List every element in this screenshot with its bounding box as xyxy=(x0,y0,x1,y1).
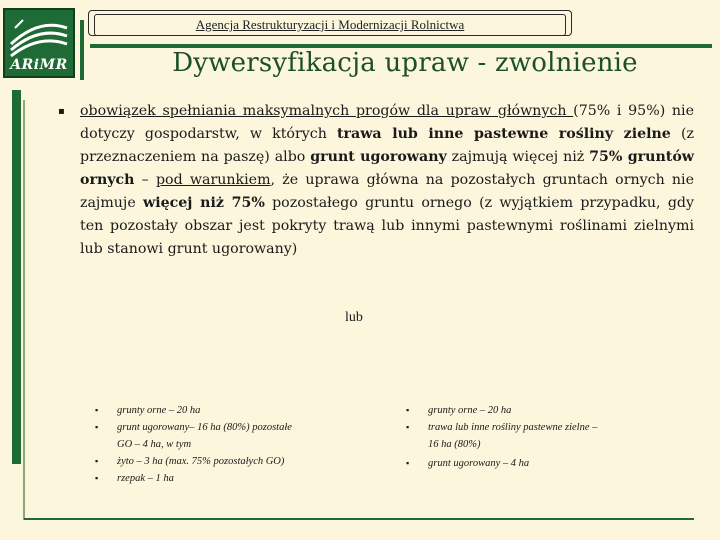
list-item: ▪ rzepak – 1 ha xyxy=(95,470,295,487)
bottom-rule xyxy=(24,518,694,520)
text-run: , że uprawa główna na pozostałych gruntach ornych nie zajmuje xyxy=(80,172,694,211)
bold-phrase: trawa lub inne pastewne rośliny zielne xyxy=(337,126,671,142)
example-right-list xyxy=(406,402,606,472)
logo-text: ARiMR xyxy=(10,57,68,73)
list-item: ▪ grunty orne – 20 ha xyxy=(406,402,606,419)
left-thin-rule xyxy=(23,100,25,520)
exemption-text xyxy=(80,100,694,261)
text-run: zajmują więcej niż xyxy=(446,149,590,165)
condition-phrase: pod warunkiem xyxy=(155,172,271,188)
text-run: (75% i 95%) nie dotyczy gospodarstw, w których xyxy=(80,103,694,142)
underlined-phrase: obowiązek spełniania maksymalnych progów dla upraw głównych xyxy=(80,103,574,119)
bullet-icon: ▪ xyxy=(58,106,65,117)
example-left-list xyxy=(95,402,295,487)
or-label: lub xyxy=(345,310,363,325)
list-item: ▪ grunt ugorowany – 4 ha xyxy=(406,455,606,472)
arimr-logo xyxy=(3,8,75,78)
bold-phrase: 75% gruntów ornych xyxy=(80,149,694,188)
list-item: ▪ grunt ugorowany– 16 ha (80%) pozostałe GO – 4 ha, w tym xyxy=(95,419,295,453)
page-title: Dywersyfikacja upraw - zwolnienie xyxy=(172,48,638,78)
text-run: – xyxy=(134,172,156,188)
bold-phrase: więcej niż 75% xyxy=(143,195,265,211)
agency-name: Agencja Restrukturyzacji i Modernizacji Rolnictwa xyxy=(195,17,465,32)
list-item: ▪ grunty orne – 20 ha xyxy=(95,402,295,419)
text-run: (z przeznaczeniem na paszę) albo xyxy=(80,126,694,165)
field-lines-icon xyxy=(9,14,69,58)
list-item: ▪ żyto – 3 ha (max. 75% pozostałych GO) xyxy=(95,453,295,470)
bold-phrase: grunt ugorowany xyxy=(310,149,447,165)
left-accent-rule xyxy=(12,90,21,464)
agency-banner xyxy=(94,14,566,36)
main-paragraph xyxy=(58,100,694,261)
header-accent-bar xyxy=(80,20,84,80)
text-run: pozostałego gruntu ornego (z wyjątkiem przypadku, gdy ten pozostały obszar jest pokryty trawą lub innymi pastewnymi roślinami zielnymi lub stanowi grunt ugorowany) xyxy=(80,195,695,257)
list-item: ▪ trawa lub inne rośliny pastewne zielne – 16 ha (80%) xyxy=(406,419,606,453)
